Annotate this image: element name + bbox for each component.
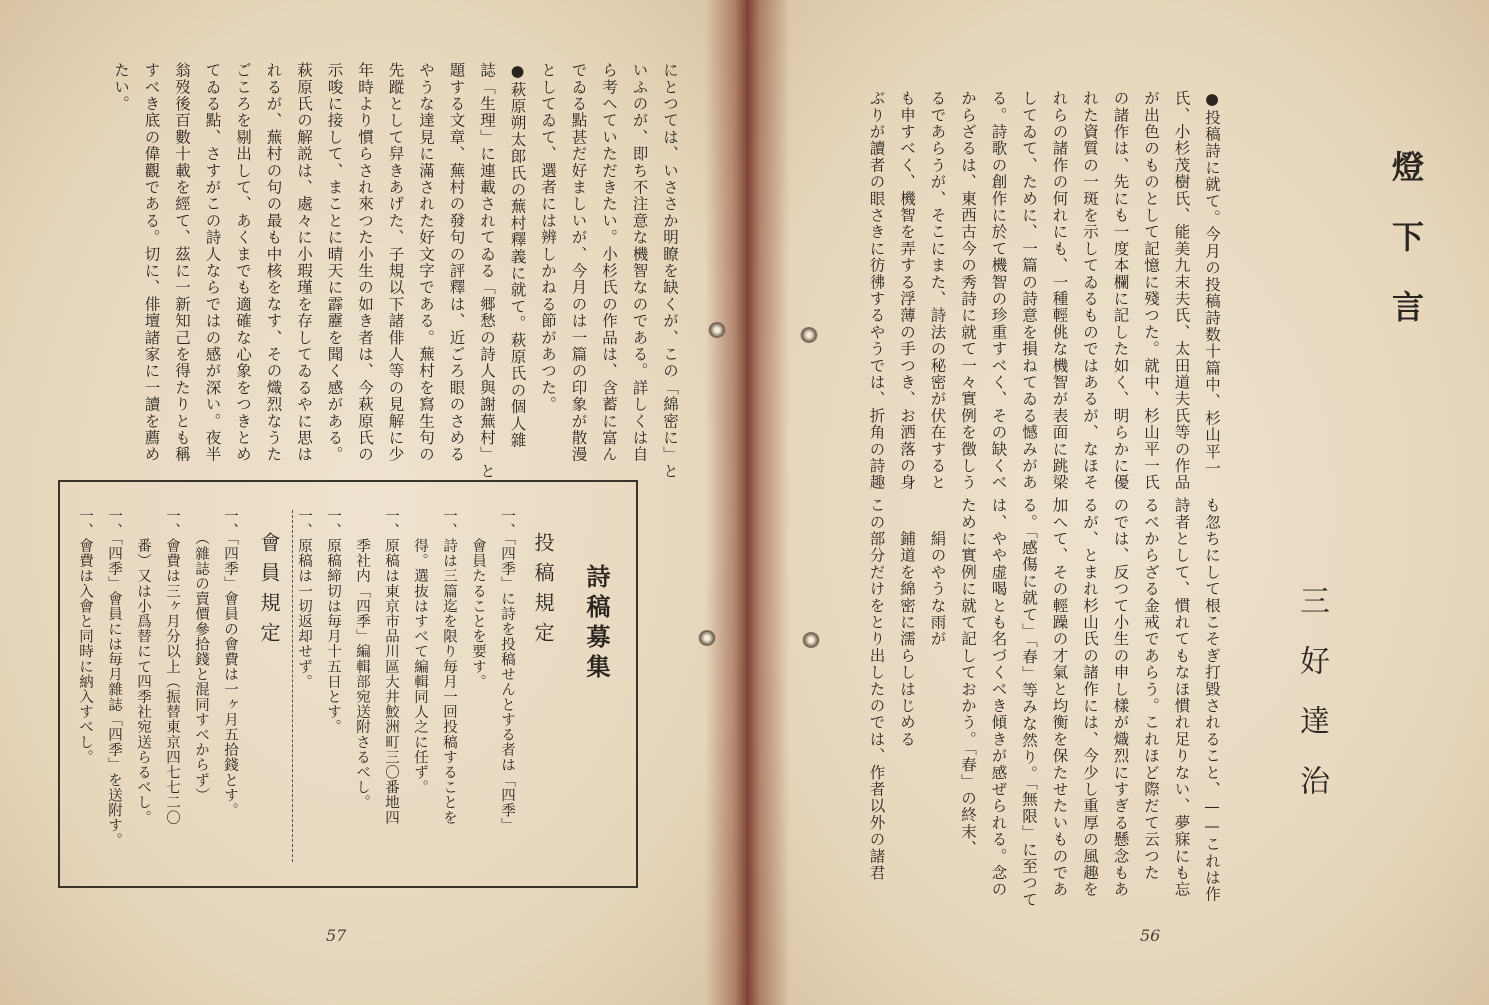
rule-line: 得。選抜はすべて編輯同人之に任ず。 [412, 508, 428, 795]
text-column: 絹のやうな雨が [928, 497, 947, 648]
text-column: れるが、蕪村の句の最も中核をなす、その熾烈なうた [264, 62, 283, 463]
right-page-text-upper [861, 90, 1227, 491]
text-column: が出色のものとして記憶に殘つた。就中、杉山平一氏 [1142, 90, 1160, 491]
text-column: 示唆に接して、まことに晴天に霹靂を聞く感がある。 [325, 62, 344, 463]
rule-line: 番）又は小爲替にて四季社宛送らるべし。 [135, 508, 151, 826]
text-column: れた資質の一斑を示してゐるものではあるが、なほそ [1081, 90, 1099, 491]
rule-line: 會員たることを要す。 [470, 508, 486, 690]
text-column: るであらうが、そこにまた、詩法の秘密が伏在すると [928, 90, 947, 491]
text-column: たい。 [112, 62, 130, 113]
text-column: る。「感傷に就て」「春」等みな然り。「無限」に至つて [1020, 497, 1038, 908]
binding-hole [708, 322, 726, 338]
box-title: 詩稿募集 [582, 564, 611, 684]
text-column: も申すべく、機智を弄する浮薄の手つき、お洒落の身 [898, 90, 916, 491]
page-number-56: 56 [1140, 926, 1161, 945]
right-page-text-lower [861, 497, 1227, 908]
text-column: にとつては、いささか明瞭を缺くが、この「綿密に」と [661, 62, 679, 480]
text-column: 誌「生理」に連載されてゐる「郷愁の詩人與謝蕪村」と [478, 62, 496, 480]
rule-line: 一、「四季」に詩を投稿せんとする者は「四季」 [499, 508, 515, 833]
text-column: ●萩原朔太郎氏の蕪村釋義に就て。萩原氏の個人雜 [508, 62, 527, 449]
text-column: やうな達見に滿された好文字である。蕪村を寫生句の [417, 62, 435, 463]
left-page-text [106, 62, 686, 480]
rule-line: 一、「四季」會員には毎月雜誌「四季」を送附す。 [106, 508, 122, 849]
rule-line: 季社内「四季」編輯部宛送附さるべし。 [354, 508, 370, 810]
text-column: てゐる點、さすがこの詩人ならではの感が深い。夜半 [203, 62, 222, 463]
text-column: ごころを剔出して、あくまでも適確な心象をつきとめ [234, 62, 252, 463]
text-column: る。詩歌の創作に於て機智の珍重すべく、その缺くべ [989, 90, 1008, 491]
article-title: 燈下言 [1387, 150, 1425, 360]
member-rules [70, 508, 244, 868]
binding-hole [800, 327, 818, 343]
text-column: でゐる點甚だ好ましいが、今月のは一篇の印象が散漫 [569, 62, 588, 463]
rule-line: 一、會費は入會と同時に納入すべし。 [77, 508, 93, 765]
text-column: のでは、反つて小生の申し樣が熾烈にすぎる懸念もあ [1111, 497, 1130, 898]
book-gutter [705, 0, 790, 1005]
rule-line: 一、詩は三篇迄を限り毎月一回投稿することを [441, 508, 457, 826]
rule-line: 一、會費は三ヶ月分以上（振替東京四七七二〇 [164, 508, 180, 826]
text-column: の諸作は、先にも一度本欄に記した如く、明らかに優 [1111, 90, 1130, 491]
text-column: 題する文章、蕪村の發句の評釋は、近ごろ眼のさめる [447, 62, 466, 463]
text-column: ために實例に就て記しておかう。「春」の終末、 [959, 497, 977, 857]
text-column: れらの諸作の何れにも、一種輕佻な機智が表面に跳梁 [1050, 90, 1069, 491]
text-column: ●投稿詩に就て。今月の投稿詩数十篇中、杉山平一 [1203, 90, 1221, 477]
member-heading: 會員規定 [257, 532, 281, 652]
text-column: るべからざる金戒であらう。これほど際だて云つた [1142, 497, 1160, 882]
rule-line: 一、原稿締切は毎月十五日とす。 [325, 508, 341, 735]
text-column: 加へて、その輕躁の才氣と均衡を保たせたいものであ [1050, 497, 1069, 898]
text-column: も忽ちにして根こそぎ打毀されること、——これは作 [1203, 497, 1221, 903]
right-page [745, 0, 1489, 1005]
binding-hole [802, 632, 820, 648]
submission-rules [289, 508, 521, 868]
text-column: 鋪道を綿密に濡らしはじめる [898, 497, 916, 748]
text-column: すべき底の偉觀である。切に、俳壇諸家に一讀を薦め [142, 62, 161, 463]
text-column: るが、とまれ杉山氏の諸作には、今少し重厚の風趣を [1081, 497, 1099, 898]
rule-line: 一、原稿は一切返却せず。 [296, 508, 312, 690]
author-name: 三好達治 [1294, 585, 1329, 825]
rule-line: （雜誌の賣價參拾錢と混同すべからず） [193, 508, 209, 803]
text-column: 詩者として、慣れてもなほ慣れ足りない、夢寐にも忘 [1172, 497, 1191, 898]
text-column: してゐて、ために、一篇の詩意を損ねてゐる憾みがあ [1020, 90, 1038, 491]
text-column: としてゐて、選者には辨しかねる節があつた。 [539, 62, 557, 413]
text-column: 萩原氏の解説は、處々に小瑕瑾を存してゐるやに思は [295, 62, 313, 463]
text-column: 先蹤として舁きあげた、子規以下諸俳人等の見解に少 [386, 62, 405, 463]
poetry-submission-box [58, 480, 638, 888]
rule-line: 一、「四季」會員の會費は一ヶ月五拾錢とす。 [222, 508, 238, 818]
rule-line: 一、原稿は東京市品川區大井鮫洲町三〇番地四 [383, 508, 399, 826]
page-number-57: 57 [326, 926, 347, 945]
text-column: この部分だけをとり出したのでは、作者以外の諸君 [867, 497, 886, 882]
text-column: 翁歿後百數十載を經て、茲に一新知己を得たりとも稱 [173, 62, 191, 463]
binding-hole [698, 630, 716, 646]
text-column: いふのが、即ち不注意な機智なのである。詳しくは自 [630, 62, 649, 463]
text-column: は、やや虚喝とも名づくべき傾きが感ぜられる。念の [989, 497, 1008, 898]
text-column: ぶりが讀者の眼さきに彷彿するやうでは、折角の詩趣 [867, 90, 886, 491]
text-column: ら考へていただきたい。小杉氏の作品は、含蓄に富ん [600, 62, 618, 463]
text-column: 氏、小杉茂樹氏、能美九末夫氏、太田道夫氏等の作品 [1172, 90, 1191, 491]
text-column: からざるは、東西古今の秀詩に就て一々實例を徴しう [959, 90, 977, 491]
text-column: 年時より慣らされ來つた小生の如き者は、今萩原氏の [356, 62, 374, 463]
box-divider [292, 510, 293, 862]
submission-heading: 投稿規定 [531, 532, 555, 652]
